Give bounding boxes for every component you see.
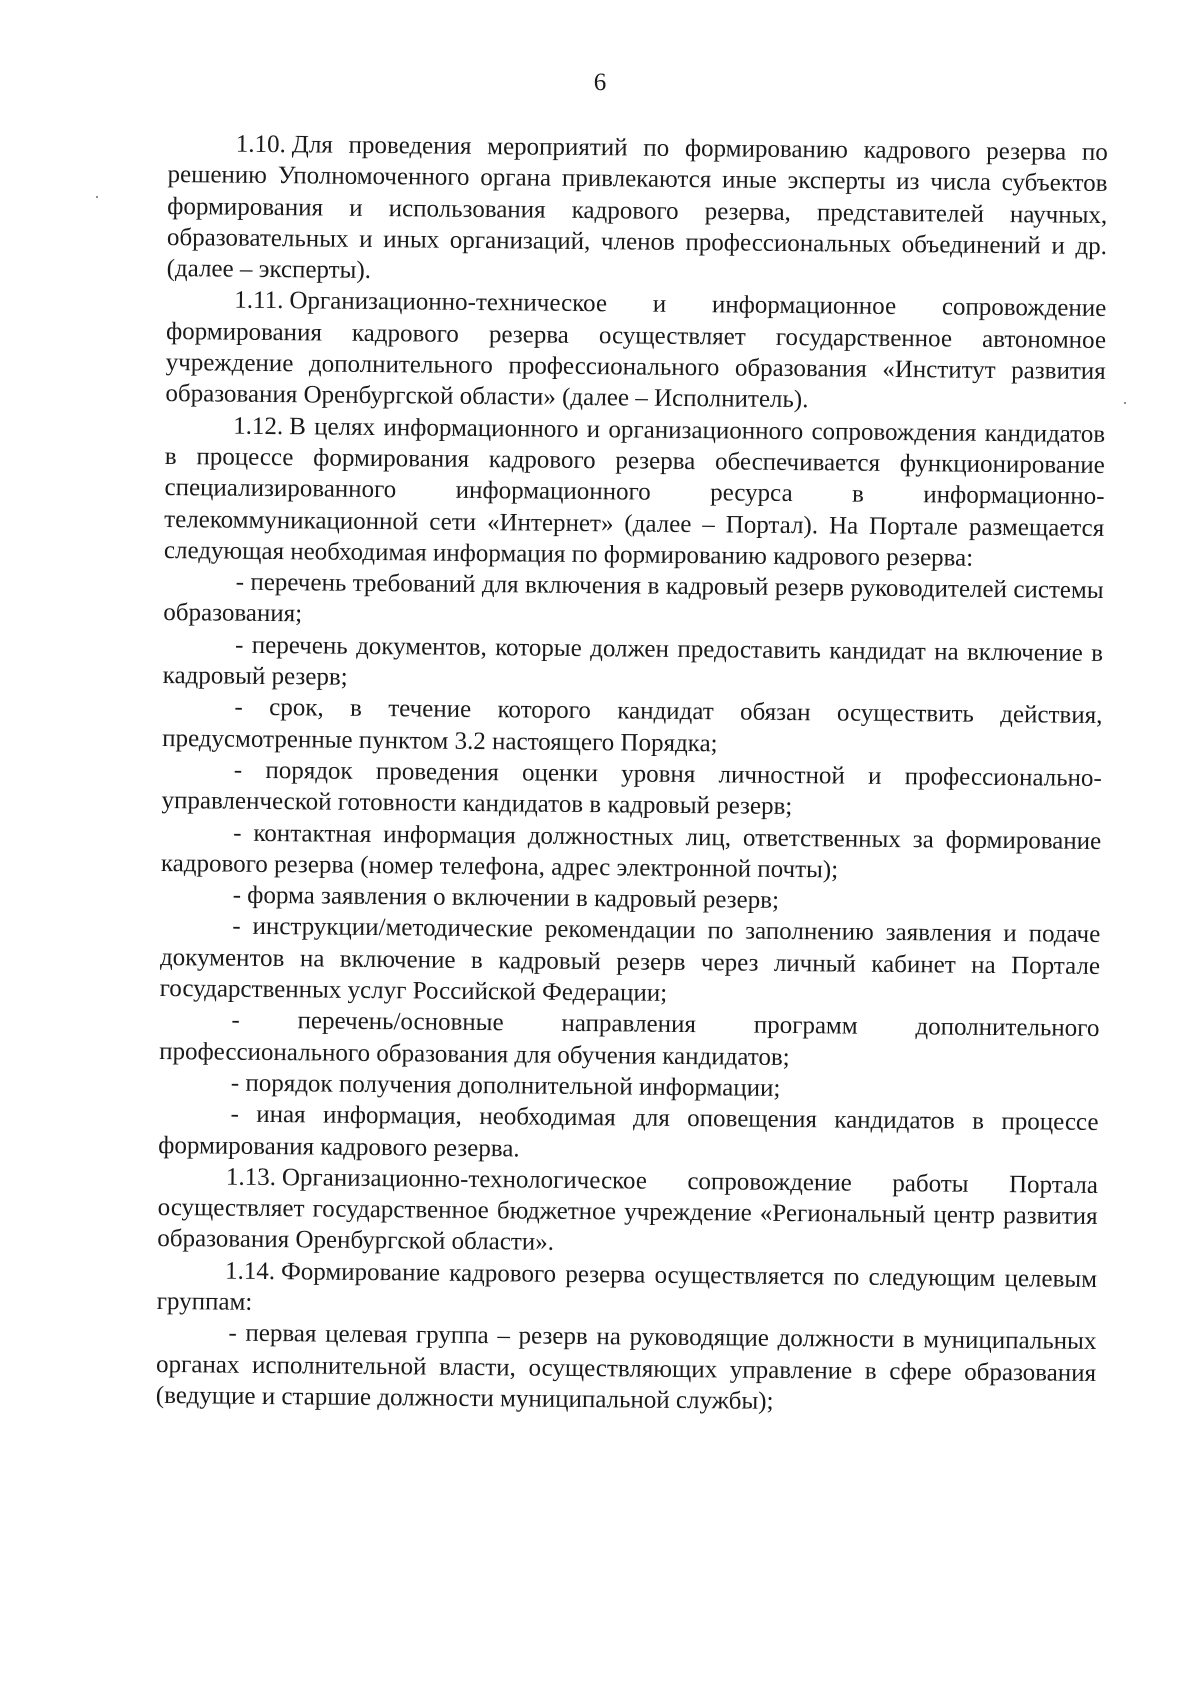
list-item: - перечень/основные направления программ дополнительного профессионального образования для обучения кандидатов; <box>159 1006 1100 1071</box>
paragraph-1-13 <box>157 1161 1098 1264</box>
page-number: 6 <box>593 69 607 96</box>
paragraph-text: В целях информационного и организационного сопровождения кандидатов в процессе формирования кадрового резерва обеспечивается функционирование специализированного информационного ресурса в информационно-телекоммуникационной сети «Интернет» (далее – Портал). На Портале размещается следующая необходимая информация по формированию кадрового резерва: <box>163 412 1106 572</box>
scan-speck <box>96 196 98 198</box>
paragraph-text: Организационно-техническое и информационное сопровождение формирования кадрового резерва осуществляет государственное автономное учреждение дополнительного профессионального образования «Институт развития образования Оренбургской области» (далее – Исполнитель). <box>165 287 1107 414</box>
paragraph-text: Для проведения мероприятий по формированию кадрового резерва по решению Уполномоченного органа привлекаются иные эксперты из числа субъектов формирования и использования кадрового резерва, представителей научных, образовательных и иных организаций, членов профессиональных объединений и др. (далее – эксперты). <box>166 131 1108 285</box>
paragraph-text: Формирование кадрового резерва осуществляется по следующим целевым группам: <box>156 1257 1098 1316</box>
list-item: - срок, в течение которого кандидат обязан осуществить действия, предусмотренные пунктом 3.2 настоящего Порядка; <box>162 694 1103 757</box>
list-item: - порядок получения дополнительной информации; <box>230 1069 781 1102</box>
document-body <box>156 128 1108 1420</box>
list-item: - иная информация, необходимая для оповещения кандидатов в процессе формирования кадрового резерва. <box>158 1100 1099 1162</box>
list-item: - порядок проведения оценки уровня личностной и профессионально-управленческой готовности кандидатов в кадровый резерв; <box>161 756 1102 821</box>
scan-speck <box>1124 402 1126 404</box>
paragraph-number: 1.12. <box>233 412 284 440</box>
list-item: - перечень требований для включения в кадровый резерв руководителей системы образования; <box>163 568 1104 628</box>
paragraph-1-12 <box>164 410 1105 576</box>
paragraph-number: 1.11. <box>234 287 284 315</box>
list-item: - инструкции/методические рекомендации по заполнению заявления и подаче документов на включение в кадровый резерв через личный кабинет на Портале государственных услуг Российской Федерации; <box>159 913 1101 1007</box>
paragraph-1-10 <box>166 128 1107 294</box>
paragraph-text: Организационно-технологическое сопровождение работы Портала осуществляет государственное бюджетное учреждение «Региональный центр развития образования Оренбургской области». <box>157 1163 1099 1257</box>
paragraph-number: 1.14. <box>224 1257 276 1285</box>
list-item: - контактная информация должностных лиц, ответственных за формирование кадрового резерва (номер телефона, адрес электронной почты); <box>160 819 1102 884</box>
paragraph-1-14 <box>157 1255 1098 1327</box>
list-item: - форма заявления о включении в кадровый резерв; <box>232 881 780 915</box>
list-item: - перечень документов, которые должен предоставить кандидат на включение в кадровый резерв; <box>162 631 1104 691</box>
paragraph-number: 1.10. <box>235 130 286 159</box>
paragraph-1-11 <box>165 284 1106 418</box>
paragraph-number: 1.13. <box>225 1163 277 1191</box>
list-item: - первая целевая группа – резерв на руководящие должности в муниципальных органах исполнительной власти, осуществляющих управление в сфере образования (ведущие и старшие должности муниципальной службы); <box>155 1319 1097 1415</box>
